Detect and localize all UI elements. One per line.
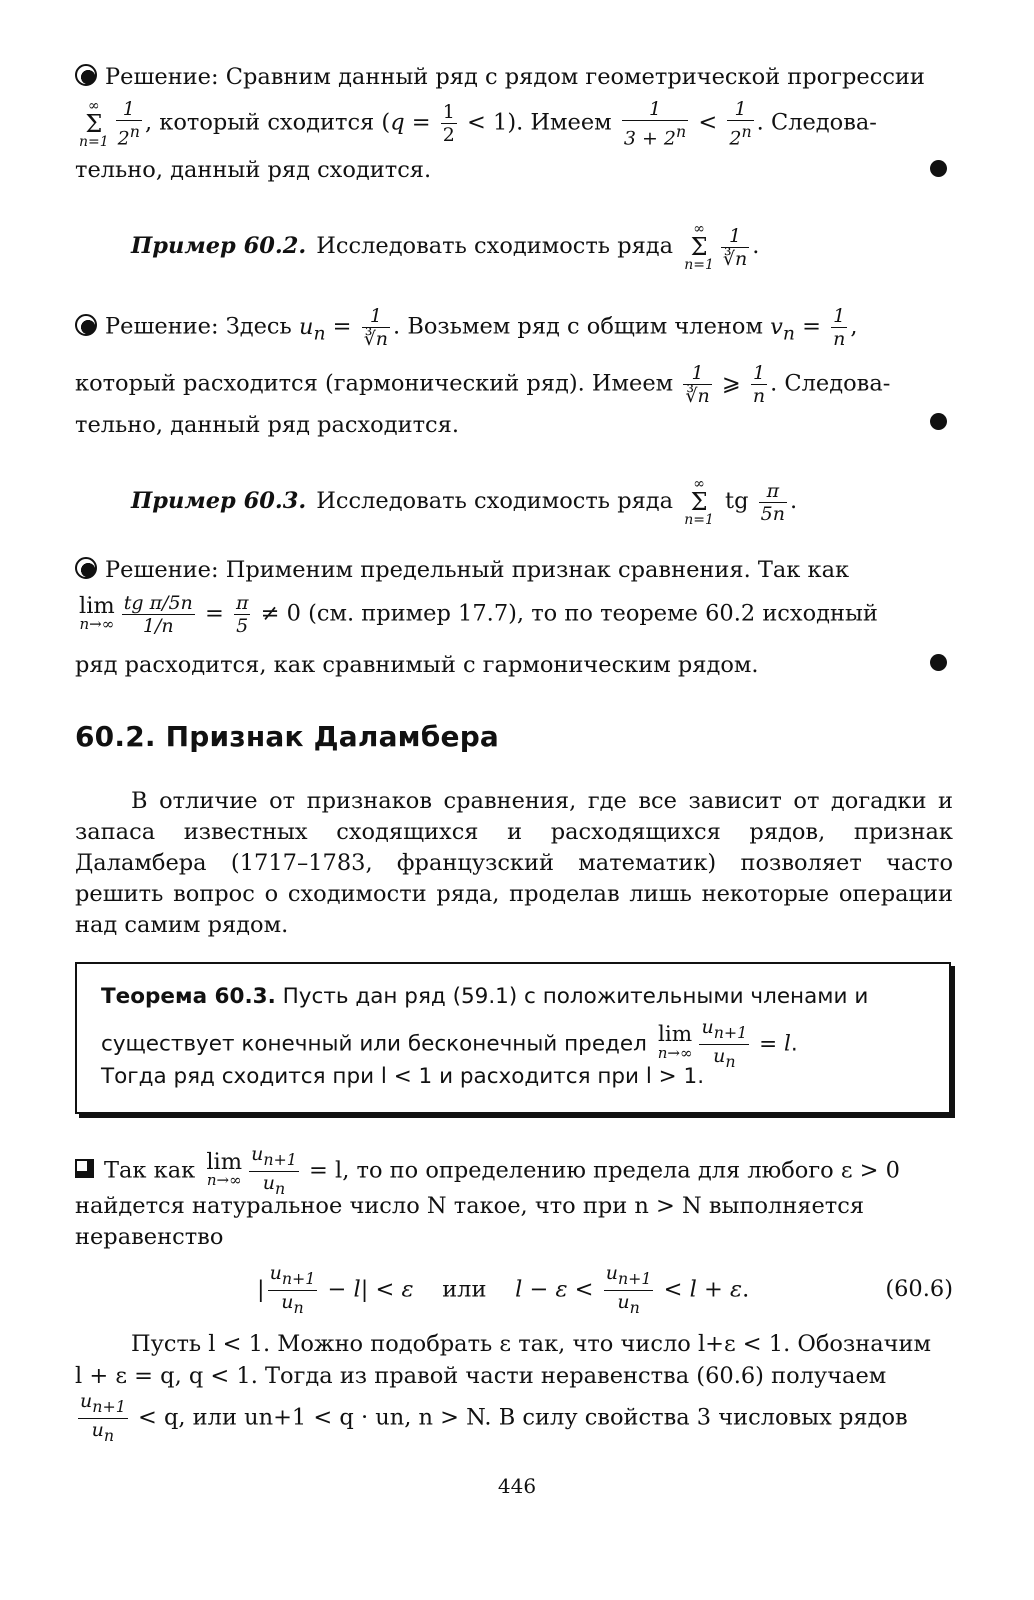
sum-sign: ∞ Σ n=1 (79, 97, 109, 150)
theorem-line-2: существует конечный или бесконечный предел lim n→∞ $\frac{u_{n+1}}{u_n}$ = l. (101, 1016, 798, 1071)
solution-1-line-1: Решение: Сравним данный ряд с рядом геометрической прогрессии (75, 62, 953, 92)
page-number: 446 (497, 1474, 537, 1498)
example-60-2: Пример 60.2. Исследовать сходимость ряда ∞ Σ n=1 $\frac{1}{∛n}$ . (131, 221, 760, 273)
proof-line-5: Пусть l < 1. Можно подобрать ε так, что число l+ε < 1. Обозначим (131, 1331, 932, 1357)
end-of-solution-icon (930, 160, 947, 177)
end-of-solution-icon (930, 654, 947, 671)
solution-start-icon (75, 557, 97, 579)
solution-1-line-2: ∞ Σ n=1 $\frac{1}{2^n}$ , который сходится (q = $\frac{1}{2}$ < 1). Имеем $\frac{1}{3 + 2^n}$ < $\frac{1}{2^n}$ . Следова- (79, 97, 877, 150)
proof-line-1: Так как lim n→∞ $\frac{u_{n+1}}{u_n}$ = l, то по определению предела для любого ε > 0 (75, 1143, 953, 1189)
proof-line-6: l + ε = q, q < 1. Тогда из правой части неравенства (60.6) получаем (75, 1363, 887, 1389)
theorem-line-3: Тогда ряд сходится при l < 1 и расходится при l > 1. (101, 1064, 705, 1089)
solution-2-line-2: который расходится (гармонический ряд). Имеем $\frac{1}{∛n}$ ⩾ $\frac{1}{n}$ . Следова- (75, 362, 891, 407)
example-60-3: Пример 60.3. Исследовать сходимость ряда ∞ Σ n=1 tg $\frac{\pi}{5n}$ . (131, 476, 798, 528)
inequality-60-6: | $\frac{u_{n+1}}{u_n}$ − l| < ε или l − ε < $\frac{u_{n+1}}{u_n}$ < l + ε. (60.6) (257, 1262, 953, 1317)
equation-number: (60.6) (885, 1276, 953, 1302)
solution-3-line-1: Решение: Применим предельный признак сравнения. Так как (75, 555, 953, 585)
intro-paragraph: В отличие от признаков сравнения, где все зависит от догадки и запаса известных сходящихся и расходящихся рядов, признак Даламбера (1717–1783, французский математик) позволяет часто решить вопрос о сходимости ряда, проделав лишь некоторые операции над самим рядом. (75, 788, 953, 938)
solution-2-line-3: тельно, данный ряд расходится. (75, 412, 459, 438)
theorem-box (75, 962, 951, 1114)
solution-start-icon (75, 64, 97, 86)
end-of-solution-icon (930, 413, 947, 430)
proof-start-icon (75, 1159, 94, 1178)
section-title: 60.2. Признак Даламбера (75, 720, 500, 753)
solution-2-line-1: Решение: Здесь $u_n$ = $\frac{1}{∛n}$ . Возьмем ряд с общим членом $v_n$ = $\frac{1}{n}$ , (75, 305, 953, 350)
solution-start-icon (75, 314, 97, 336)
theorem-line-1: Теорема 60.3. Пусть дан ряд (59.1) с положительными членами и (101, 984, 869, 1009)
solution-1-line-3: тельно, данный ряд сходится. (75, 157, 432, 183)
proof-line-2: найдется натуральное число N такое, что при n > N выполняется (75, 1193, 865, 1219)
solution-3-line-2: lim n→∞ $\frac{\text{tg π/5n}}{1/n}$ = $\frac{\pi}{5}$ ≠ 0 (см. пример 17.7), то по теореме 60.2 исходный (79, 592, 878, 637)
proof-line-7: $\frac{u_{n+1}}{u_n}$ < q, или un+1 < q · un, n > N. В силу свойства 3 числовых рядов (80, 1390, 908, 1445)
solution-3-line-3: ряд расходится, как сравнимый с гармоническим рядом. (75, 652, 759, 678)
proof-line-3: неравенство (75, 1224, 224, 1250)
